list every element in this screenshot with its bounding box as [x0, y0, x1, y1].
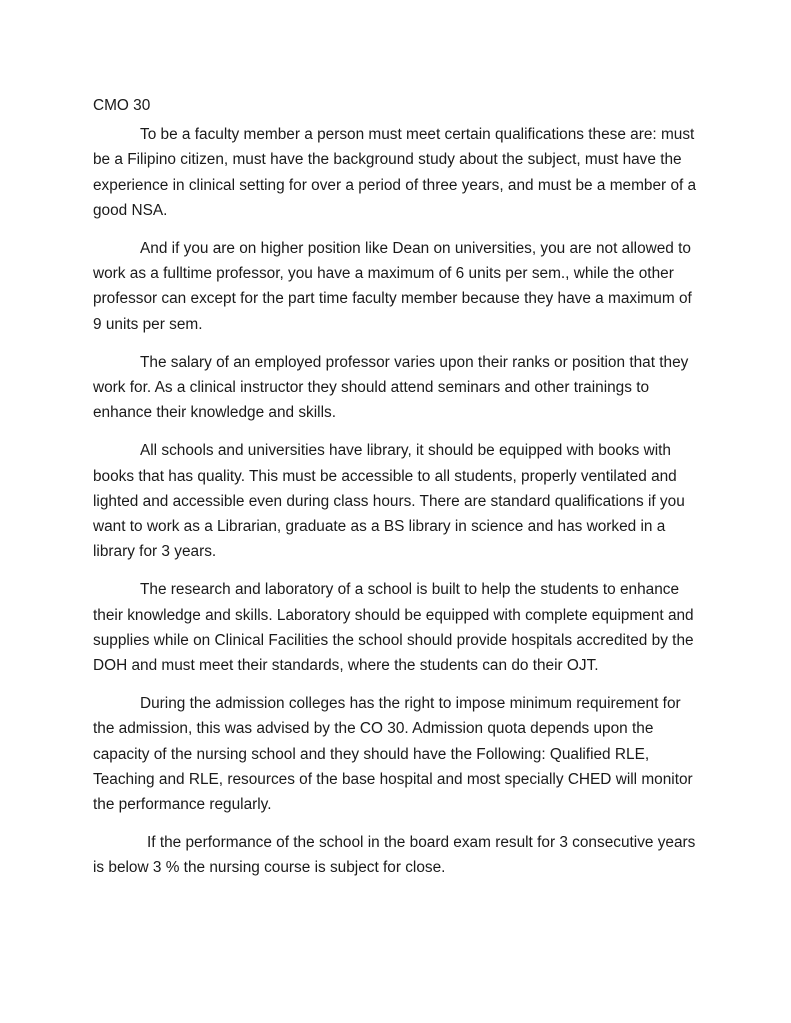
paragraph-admission: During the admission colleges has the right to impose minimum requirement for the admission, this was advised by the CO 30. Admission quota depends upon the capacity of the nursing school and they should have the Following: Qualified RLE, Teaching and RLE, resources of the base hospital and most specially CHED will monitor the performance regularly.	[93, 695, 693, 814]
paragraph-board-exam: If the performance of the school in the board exam result for 3 consecutive years is below 3 % the nursing course is subject for close.	[93, 834, 696, 877]
paragraph-faculty-qualifications: To be a faculty member a person must meet certain qualifications these are: must be a Filipino citizen, must have the background study about the subject, must have the experience in clinical setting for over a period of three years, and must be a member of a good NSA.	[93, 126, 697, 219]
paragraph-research-laboratory: The research and laboratory of a school is built to help the students to enhance their knowledge and skills. Laboratory should be equipped with complete equipment and supplies while on Clinical Facilities the school should provide hospitals accredited by the DOH and must meet their standards, where the students can do their OJT.	[93, 581, 694, 675]
paragraph-dean-units: And if you are on higher position like Dean on universities, you are not allowed to work as a fulltime professor, you have a maximum of 6 units per sem., while the other professor can except for the part time faculty member because they have a maximum of 9 units per sem.	[93, 240, 692, 333]
paragraph-library: All schools and universities have library, it should be equipped with books with books that has quality. This must be accessible to all students, properly ventilated and lighted and accessible even during class hours. There are standard qualifications if you want to work as a Librarian, graduate as a BS library in science and has worked in a library for 3 years.	[93, 442, 685, 561]
document-body	[93, 93, 703, 894]
document-title: CMO 30	[93, 97, 151, 114]
paragraph-salary: The salary of an employed professor varies upon their ranks or position that they work for. As a clinical instructor they should attend seminars and other trainings to enhance their knowledge and skills.	[93, 353, 689, 422]
